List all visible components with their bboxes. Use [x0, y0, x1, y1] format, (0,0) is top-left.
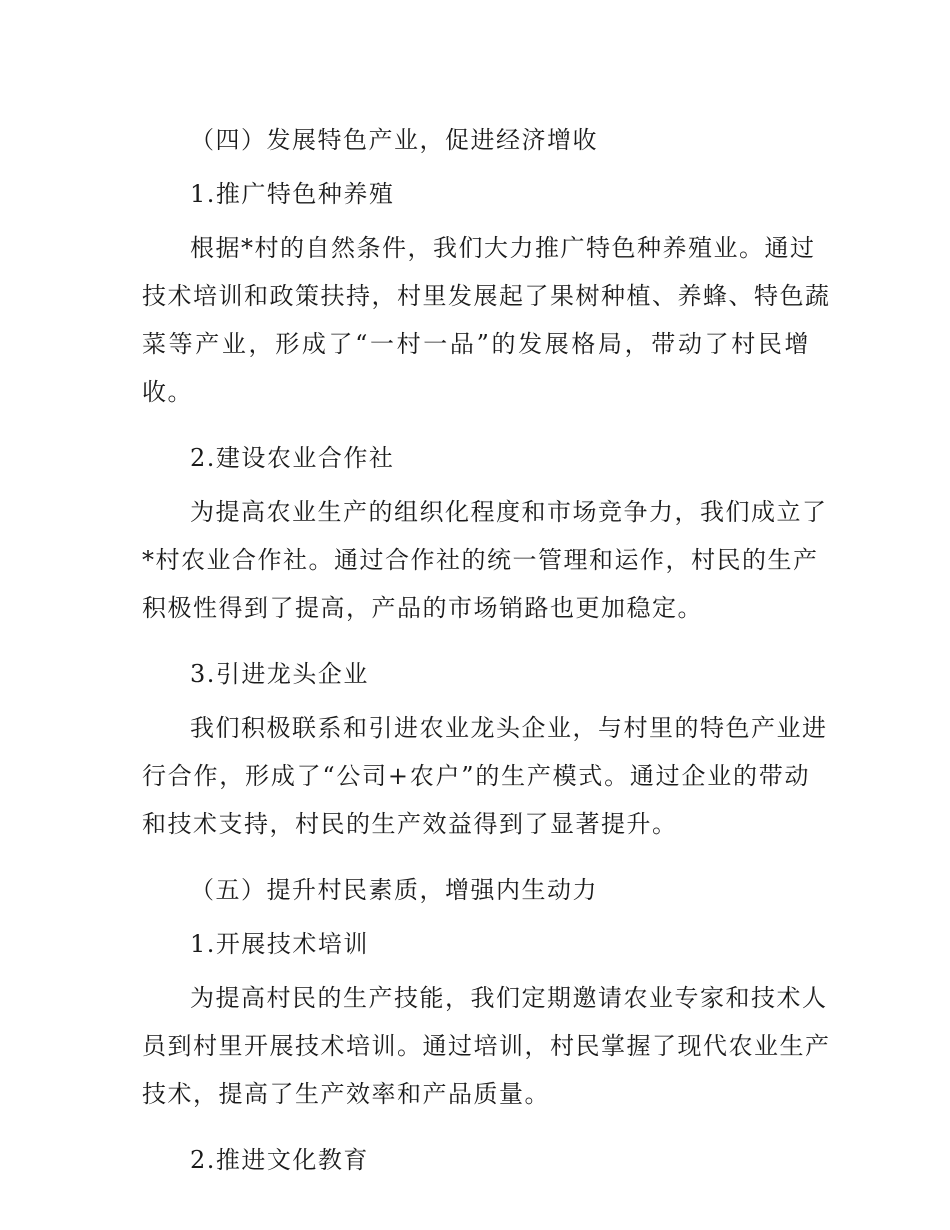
item-title-block: [142, 170, 810, 218]
paragraph-line: 菜等产业，形成了“一村一品”的发展格局，带动了村民增: [142, 330, 810, 358]
section-five: [142, 866, 810, 914]
item-title-block: [142, 650, 810, 698]
paragraph-line: 根据*村的自然条件，我们大力推广特色种养殖业。通过: [190, 234, 816, 262]
item-title-block: [142, 1136, 810, 1184]
item-title: 2.建设农业合作社: [190, 444, 395, 472]
paragraph: [142, 224, 831, 416]
paragraph: [142, 704, 828, 848]
item-title: 1.开展技术培训: [190, 930, 369, 958]
section-heading: （四）发展特色产业，促进经济增收: [190, 126, 598, 154]
section-heading: （五）提升村民素质，增强内生动力: [190, 876, 598, 904]
section-four: [142, 116, 810, 164]
paragraph: [142, 974, 831, 1118]
paragraph-line: 技术，提高了生产效率和产品质量。: [142, 1080, 550, 1108]
item-title-block: [142, 434, 810, 482]
item-title-block: [142, 920, 810, 968]
item-title: 3.引进龙头企业: [190, 660, 369, 688]
paragraph-line: 为提高农业生产的组织化程度和市场竞争力，我们成立了: [190, 498, 828, 526]
document-body: [142, 116, 831, 1190]
paragraph-line: 我们积极联系和引进农业龙头企业，与村里的特色产业进: [190, 714, 828, 742]
paragraph-line: 为提高村民的生产技能，我们定期邀请农业专家和技术人: [190, 984, 828, 1012]
paragraph-line: 和技术支持，村民的生产效益得到了显著提升。: [142, 810, 678, 838]
paragraph-line: 技术培训和政策扶持，村里发展起了果树种植、养蜂、特色蔬: [142, 282, 831, 310]
paragraph-line: 收。: [142, 378, 193, 406]
paragraph: [142, 488, 828, 632]
paragraph-line: *村农业合作社。通过合作社的统一管理和运作，村民的生产: [142, 546, 819, 574]
item-title: 2.推进文化教育: [190, 1146, 369, 1174]
paragraph-line: 行合作，形成了“公司+农户”的生产模式。通过企业的带动: [142, 762, 810, 790]
paragraph-line: 积极性得到了提高，产品的市场销路也更加稳定。: [142, 594, 703, 622]
paragraph-line: 员到村里开展技术培训。通过培训，村民掌握了现代农业生产: [142, 1032, 831, 1060]
item-title: 1.推广特色种养殖: [190, 180, 395, 208]
